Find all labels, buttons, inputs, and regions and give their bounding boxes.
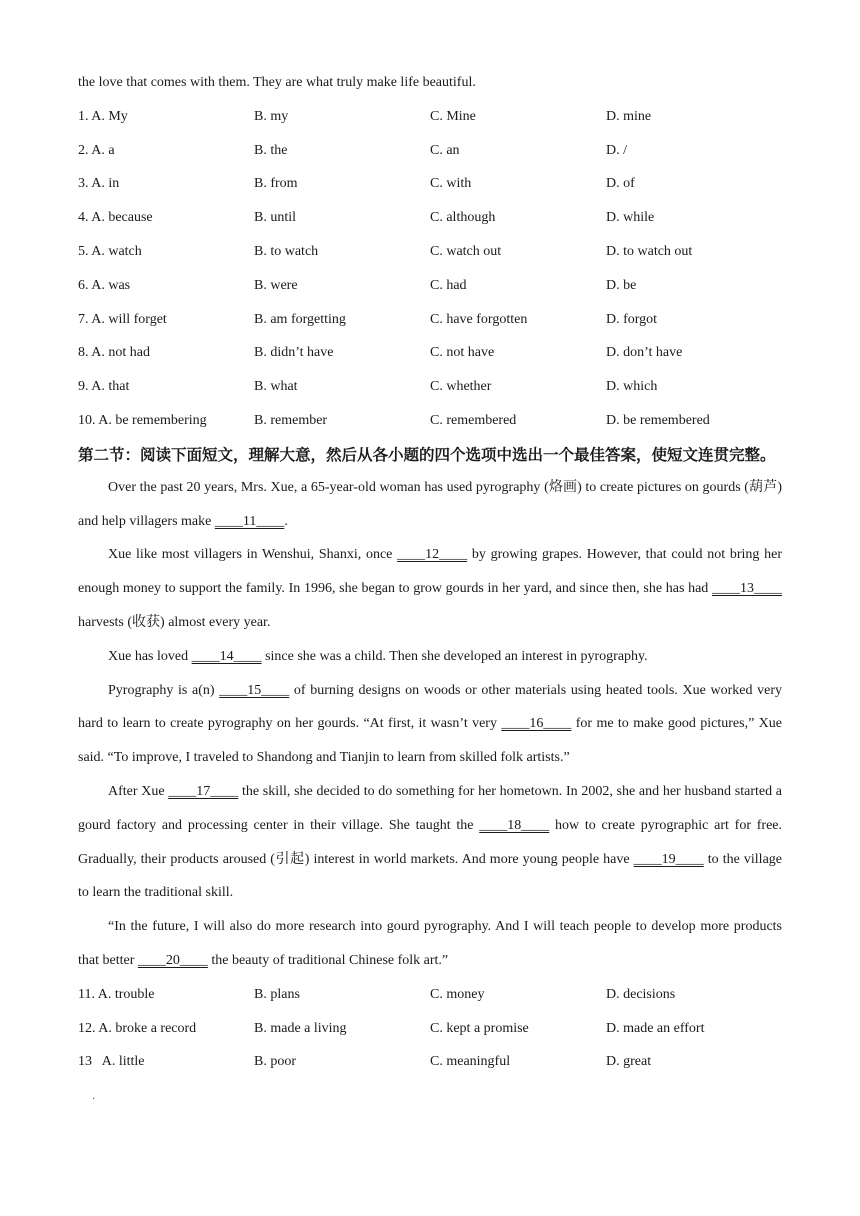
option-c: C. although bbox=[430, 210, 496, 226]
option-b: B. made a living bbox=[254, 1020, 347, 1036]
paragraph-6 bbox=[78, 910, 782, 978]
option-b: B. my bbox=[254, 108, 289, 124]
blank-15: ____15____ bbox=[219, 682, 290, 698]
text: since she was a child. Then she developed an interest in pyrography. bbox=[261, 648, 648, 664]
blank-20: ____20____ bbox=[137, 952, 208, 968]
option-a: 11. A. trouble bbox=[78, 986, 155, 1002]
option-row-10 bbox=[78, 404, 782, 438]
section2-heading: 第二节：阅读下面短文，理解大意，然后从各小题的四个选项中选出一个最佳答案，使短文连贯完整。 bbox=[78, 445, 776, 464]
text: Over the past 20 years, Mrs. Xue, a 65-year-old woman has used pyrography (烙画) to create pictures on gourds (葫芦) and help villagers make bbox=[78, 479, 782, 529]
blank-13: ____13____ bbox=[712, 581, 782, 597]
paragraph-5 bbox=[78, 775, 782, 910]
option-row-5 bbox=[78, 235, 782, 269]
option-b: B. until bbox=[254, 210, 297, 226]
option-d: D. of bbox=[606, 176, 635, 192]
option-c: C. had bbox=[430, 277, 467, 293]
text: how to create pyrographic art for free. Gradually, their products aroused (引起) interest in world markets. And more young people have bbox=[78, 817, 782, 867]
option-c: C. kept a promise bbox=[430, 1020, 529, 1036]
option-a: 8. A. not had bbox=[78, 345, 150, 361]
text: . bbox=[284, 513, 288, 529]
blank-16: ____16____ bbox=[501, 716, 572, 732]
text: for me to make good pictures,” Xue said. “To improve, I traveled to Shandong and Tianjin to learn from skilled folk artists.” bbox=[78, 716, 782, 766]
option-c: C. an bbox=[430, 142, 460, 158]
top-line: the love that comes with them. They are what truly make life beautiful. bbox=[78, 75, 476, 90]
option-c: C. watch out bbox=[430, 243, 502, 259]
option-a: 4. A. because bbox=[78, 210, 153, 226]
option-d: D. made an effort bbox=[606, 1020, 705, 1036]
option-a: 5. A. watch bbox=[78, 243, 142, 259]
text: the beauty of traditional Chinese folk art.” bbox=[207, 952, 449, 968]
option-a: 12. A. broke a record bbox=[78, 1020, 197, 1036]
option-b: B. what bbox=[254, 379, 298, 395]
paragraph-1 bbox=[78, 471, 782, 539]
option-b: B. were bbox=[254, 277, 298, 293]
option-c: C. Mine bbox=[430, 108, 476, 124]
option-b: B. remember bbox=[254, 412, 328, 428]
option-b: B. am forgetting bbox=[254, 311, 346, 327]
option-d: D. to watch out bbox=[606, 243, 693, 259]
option-row-3 bbox=[78, 167, 782, 201]
option-a: 13 A. little bbox=[78, 1054, 145, 1070]
option-b: B. plans bbox=[254, 986, 300, 1002]
text: Pyrography is a(n) bbox=[108, 682, 220, 698]
text: to the village to learn the traditional skill. bbox=[78, 851, 782, 901]
option-row-13 bbox=[78, 1045, 782, 1079]
option-c: C. not have bbox=[430, 345, 495, 361]
section1-options bbox=[78, 100, 782, 438]
option-d: D. decisions bbox=[606, 986, 676, 1002]
option-row-9 bbox=[78, 370, 782, 404]
blank-14: ____14____ bbox=[191, 648, 262, 664]
option-row-6 bbox=[78, 269, 782, 303]
blank-11: ____11____ bbox=[214, 513, 285, 529]
option-a: 6. A. was bbox=[78, 277, 131, 293]
option-a: 2. A. a bbox=[78, 142, 115, 158]
option-b: B. from bbox=[254, 176, 298, 192]
option-d: D. / bbox=[606, 142, 627, 158]
option-d: D. be bbox=[606, 277, 637, 293]
option-b: B. didn’t have bbox=[254, 345, 334, 361]
option-c: C. with bbox=[430, 176, 472, 192]
option-d: D. while bbox=[606, 210, 655, 226]
text: of burning designs on woods or other materials using heated tools. Xue worked very hard to learn to create pyrography on her gourds. “At first, it wasn’t very bbox=[78, 682, 782, 732]
option-a: 9. A. that bbox=[78, 379, 130, 395]
paragraph-4 bbox=[78, 674, 782, 775]
option-row-2 bbox=[78, 134, 782, 168]
blank-17: ____17____ bbox=[168, 783, 239, 799]
option-row-11 bbox=[78, 978, 782, 1012]
blank-19: ____19____ bbox=[633, 851, 704, 867]
option-row-12 bbox=[78, 1012, 782, 1046]
text: Xue like most villagers in Wenshui, Shanxi, once bbox=[108, 547, 398, 563]
stray-mark: · bbox=[92, 1094, 96, 1105]
text: harvests (收获) almost every year. bbox=[78, 614, 271, 630]
text: “In the future, I will also do more research into gourd pyrography. And I will teach people to develop more products that better bbox=[78, 919, 782, 968]
option-d: D. which bbox=[606, 379, 658, 395]
paragraph-3 bbox=[78, 640, 782, 674]
option-a: 1. A. My bbox=[78, 108, 128, 124]
option-row-4 bbox=[78, 201, 782, 235]
option-c: C. remembered bbox=[430, 412, 517, 428]
passage bbox=[78, 471, 782, 978]
document-page bbox=[78, 66, 782, 1079]
option-c: C. money bbox=[430, 986, 485, 1002]
option-row-8 bbox=[78, 336, 782, 370]
option-a: 3. A. in bbox=[78, 176, 120, 192]
option-c: C. whether bbox=[430, 379, 492, 395]
text: the skill, she decided to do something for her hometown. In 2002, she and her husband started a gourd factory and processing center in their village. She taught the bbox=[78, 783, 782, 833]
option-d: D. great bbox=[606, 1054, 652, 1070]
option-b: B. poor bbox=[254, 1054, 296, 1070]
text: After Xue bbox=[108, 783, 169, 799]
option-d: D. don’t have bbox=[606, 345, 683, 361]
text: by growing grapes. However, that could not bring her enough money to support the family. In 1996, she began to grow gourds in her yard, and since then, she has had bbox=[78, 547, 782, 597]
option-b: B. to watch bbox=[254, 243, 319, 259]
text: Xue has loved bbox=[108, 648, 192, 664]
option-c: C. have forgotten bbox=[430, 311, 528, 327]
option-c: C. meaningful bbox=[430, 1054, 511, 1070]
blank-18: ____18____ bbox=[479, 817, 550, 833]
option-b: B. the bbox=[254, 142, 288, 158]
blank-12: ____12____ bbox=[397, 547, 468, 563]
option-row-7 bbox=[78, 303, 782, 337]
option-row-1 bbox=[78, 100, 782, 134]
option-d: D. forgot bbox=[606, 311, 658, 327]
option-d: D. be remembered bbox=[606, 412, 710, 428]
paragraph-2 bbox=[78, 538, 782, 639]
option-a: 7. A. will forget bbox=[78, 311, 167, 327]
option-d: D. mine bbox=[606, 108, 652, 124]
section2-options bbox=[78, 978, 782, 1079]
option-a: 10. A. be remembering bbox=[78, 412, 207, 428]
